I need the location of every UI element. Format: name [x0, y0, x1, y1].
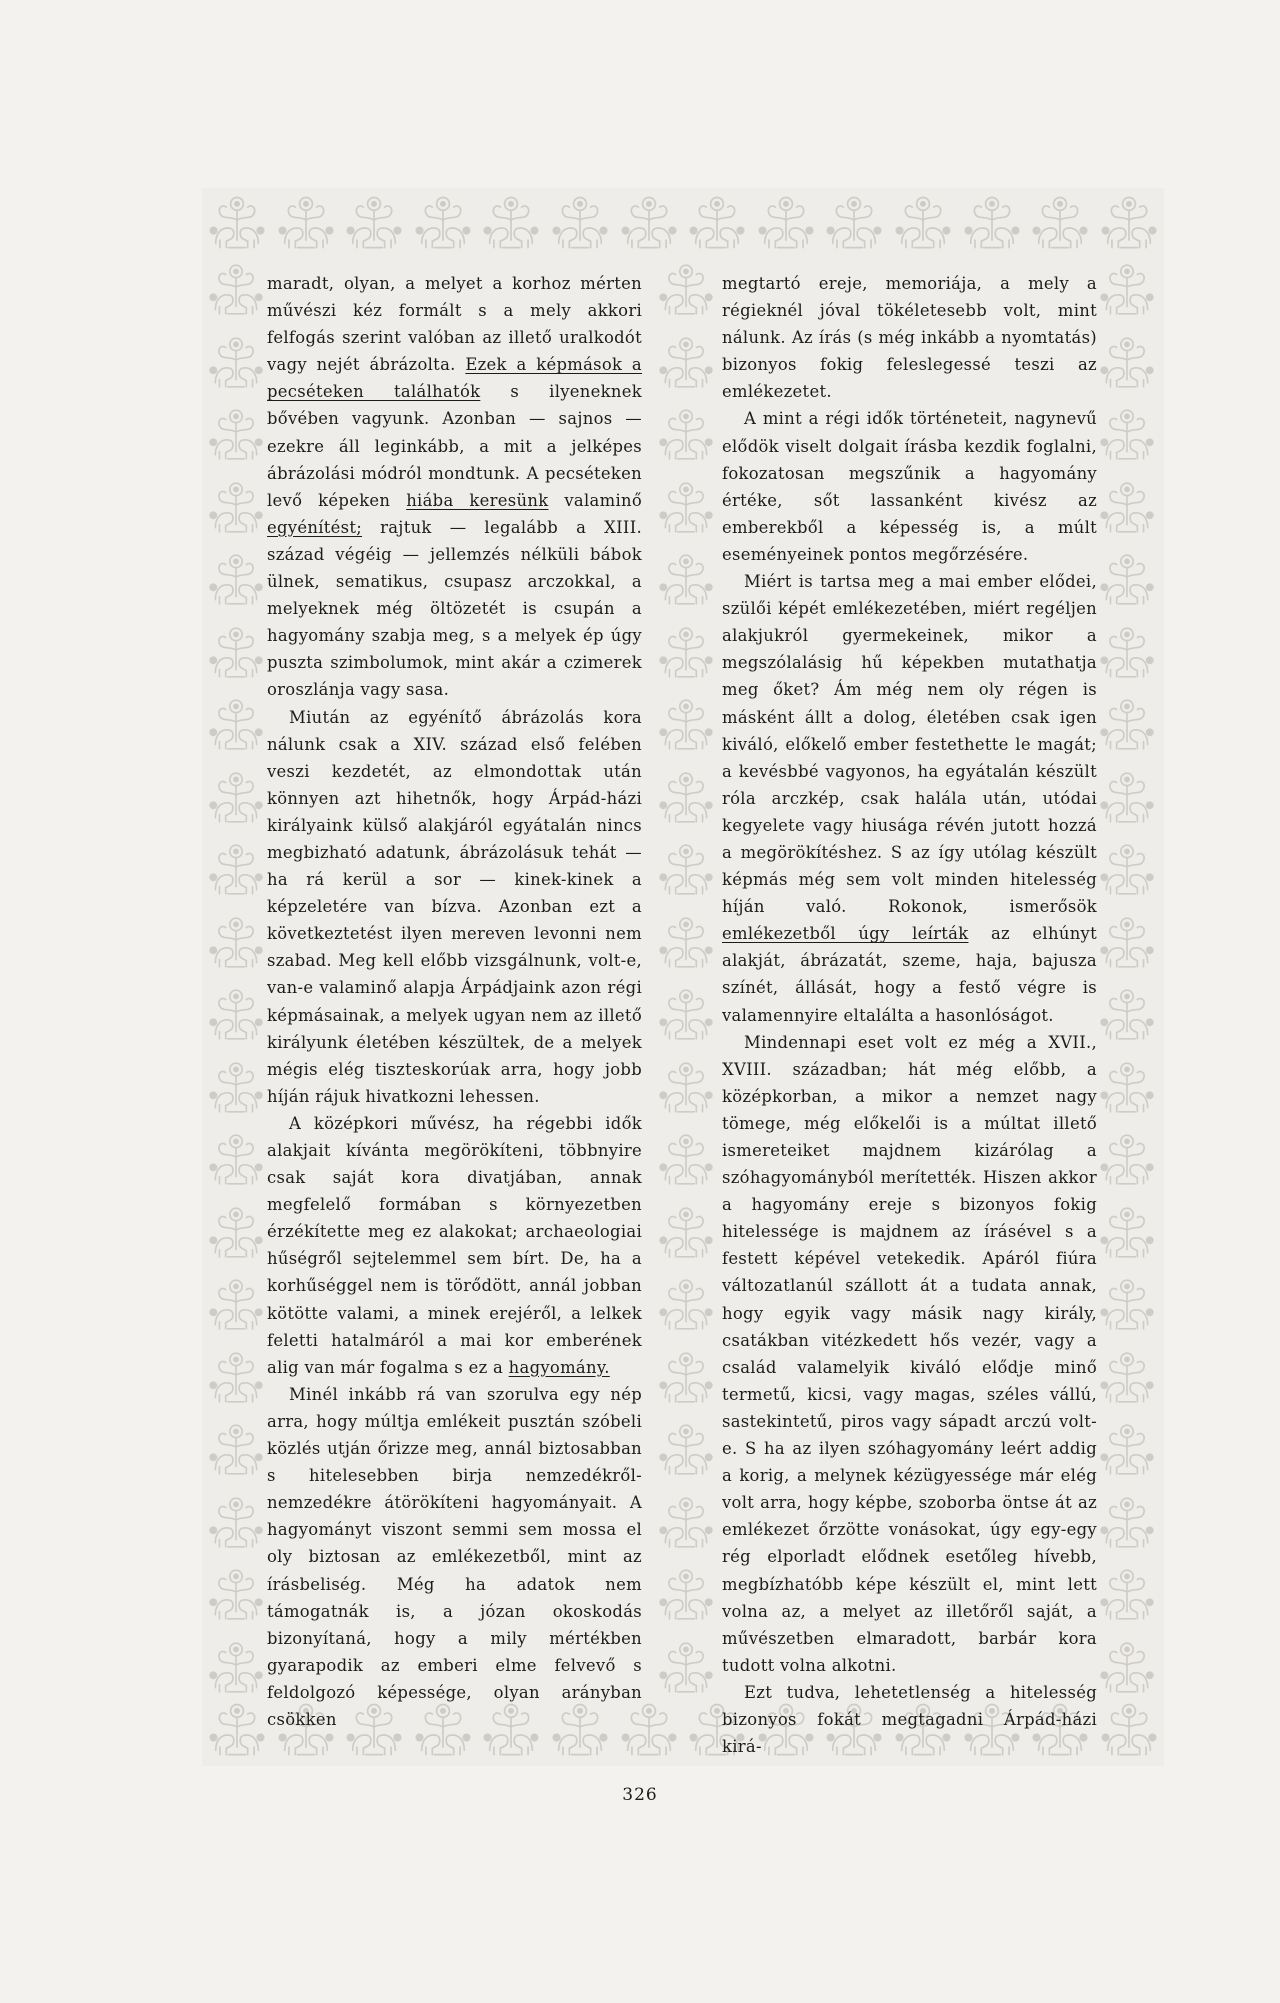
- folk-lion-motif-icon: [205, 1128, 267, 1190]
- paragraph: A mint a régi idők történeteit, nagynevű elődök viselt dolgait írásba kezdik foglalni, fokozatosan megszűnik a hagyomány értéke, sőt lassanként kivész az emberekből a képesség is, a múlt eseményeinek pontos megőrzésére.: [722, 409, 1097, 564]
- folk-lion-motif-icon: [411, 190, 475, 254]
- folk-lion-motif-icon: [655, 621, 717, 683]
- folk-lion-motif-icon: [1096, 476, 1158, 538]
- folk-lion-motif-icon: [1096, 1346, 1158, 1408]
- folk-lion-motif-icon: [655, 1273, 717, 1335]
- folk-lion-motif-icon: [655, 838, 717, 900]
- folk-lion-motif-icon: [205, 1636, 267, 1698]
- folk-lion-motif-icon: [655, 331, 717, 393]
- folk-lion-motif-icon: [205, 548, 267, 610]
- folk-lion-motif-icon: [205, 693, 267, 755]
- folk-lion-motif-icon: [655, 1128, 717, 1190]
- folk-lion-motif-icon: [205, 1697, 269, 1761]
- folk-lion-motif-icon: [1096, 403, 1158, 465]
- right-text-column: [722, 270, 1097, 1760]
- folk-lion-motif-icon: [754, 190, 818, 254]
- paragraph: maradt, olyan, a melyet a korhoz mérten művészi kéz formált s a mely akkori felfogás szerint valóban az illető uralkodót vagy nejét ábrázolta. Ezek a képmások a pecséteken találhatók s ilyeneknek bővében vagyunk. Azonban — sajnos — ezekre áll leginkább, a mit a jelképes ábrázolási módról mondtunk. A pecséteken levő képeken hiába keresünk valaminő egyénítést; rajtuk — legalább a XIII. század végéig — jellemzés nélküli bábok ülnek, sematikus, csupasz arczokkal, a melyeknek még öltözetét is csupán a hagyomány szabja meg, s a melyek ép úgy puszta szimbolumok, mint akár a czimerek oroszlánja vagy sasa.: [267, 274, 643, 700]
- folk-lion-motif-icon: [1096, 621, 1158, 683]
- paragraph: megtartó ereje, memoriája, a mely a régieknél jóval tökéletesebb volt, mint nálunk. Az írás (s még inkább a nyomtatás) bizonyos fokig feleslegessé teszi az emlékezetet.: [722, 274, 1097, 402]
- folk-lion-motif-icon: [205, 911, 267, 973]
- folk-lion-motif-icon: [1096, 1273, 1158, 1335]
- folk-lion-motif-icon: [655, 403, 717, 465]
- folk-lion-motif-icon: [891, 190, 955, 254]
- folk-lion-motif-icon: [655, 693, 717, 755]
- folk-lion-motif-icon: [822, 190, 886, 254]
- paragraph: Minél inkább rá van szorulva egy nép arra, hogy múltja emlékeit pusztán szóbeli közlés utján őrizze meg, annál biztosabban s hitelesebben birja nemzedékről-nemzedékre átörökíteni hagyományait. A hagyományt viszont semmi sem mossa el oly biztosan az emlékezetből, mint az írásbeliség. Még ha adatok nem támogatnák is, a józan okoskodás bizonyítaná, hogy a mily mértékben gyarapodik az emberi elme felvevő s feldolgozó képessége, olyan arányban csökken: [267, 1384, 642, 1729]
- left-text-column: [267, 270, 642, 1733]
- folk-lion-motif-icon: [685, 190, 749, 254]
- underlined-phrase: hagyomány.: [508, 1357, 610, 1377]
- folk-lion-motif-icon: [1096, 693, 1158, 755]
- folk-lion-motif-icon: [655, 1491, 717, 1553]
- paragraph: Ezt tudva, lehetetlenség a hitelesség bizonyos fokát megtagadni Árpád-házi kirá-: [722, 1682, 1097, 1757]
- folk-lion-motif-icon: [479, 190, 543, 254]
- ornament-border-middle: [655, 258, 721, 1698]
- folk-lion-motif-icon: [205, 190, 269, 254]
- folk-lion-motif-icon: [655, 1418, 717, 1480]
- folk-lion-motif-icon: [1096, 258, 1158, 320]
- underlined-phrase: Ezek a képmások a pecséteken találhatók: [267, 355, 643, 402]
- folk-lion-motif-icon: [205, 621, 267, 683]
- folk-lion-motif-icon: [205, 1201, 267, 1263]
- folk-lion-motif-icon: [1097, 190, 1161, 254]
- folk-lion-motif-icon: [1096, 983, 1158, 1045]
- ornament-border-left: [205, 258, 271, 1698]
- folk-lion-motif-icon: [205, 1346, 267, 1408]
- folk-lion-motif-icon: [205, 1563, 267, 1625]
- folk-lion-motif-icon: [655, 766, 717, 828]
- folk-lion-motif-icon: [205, 403, 267, 465]
- folk-lion-motif-icon: [205, 1056, 267, 1118]
- folk-lion-motif-icon: [655, 1563, 717, 1625]
- underlined-phrase: egyénítést;: [267, 517, 363, 537]
- folk-lion-motif-icon: [655, 1346, 717, 1408]
- folk-lion-motif-icon: [960, 190, 1024, 254]
- folk-lion-motif-icon: [655, 911, 717, 973]
- ornament-border-right: [1096, 258, 1162, 1698]
- folk-lion-motif-icon: [1096, 911, 1158, 973]
- folk-lion-motif-icon: [1096, 1491, 1158, 1553]
- folk-lion-motif-icon: [205, 983, 267, 1045]
- folk-lion-motif-icon: [655, 1056, 717, 1118]
- paragraph: Miután az egyénítő ábrázolás kora nálunk csak a XIV. század első felében veszi kezdetét, az elmondottak után könnyen azt hihetnők, hogy Árpád-házi királyaink külső alakjáról egyátalán nincs megbizható adatunk, ábrázolásuk tehát — ha rá kerül a sor — kinek-kinek a képzeletére van bízva. Azonban ezt a következtetést ilyen mereven levonni nem szabad. Meg kell előbb vizsgálnunk, volt-e, van-e valaminő alapja Árpádjaink azon régi képmásainak, a melyek ugyan nem az illető királyunk életében készültek, de a melyek mégis elég tiszteskorúak arra, hogy jobb híján rájuk hivatkozni lehessen.: [267, 707, 642, 1106]
- folk-lion-motif-icon: [274, 190, 338, 254]
- page-number: 326: [622, 1785, 658, 1805]
- paragraph: Miért is tartsa meg a mai ember elődei, szülői képét emlékezetében, miért regéljen alakjukról gyermekeinek, mikor a megszólalásig hű képekben mutathatja meg őket? Ám még nem oly régen is másként állt a dolog, életében csak igen kiváló, előkelő ember festethette le magát; a kevésbbé vagyonos, ha egyátalán készült róla arczkép, csak halála után, utódai kegyelete vagy hiusága révén jutott hozzá a megörökítéshez. S az így utólag készült képmás még sem volt minden hitelesség híján való. Rokonok, ismerősök emlékezetből úgy leírták az elhúnyt alakját, ábrázatát, szeme, haja, bajusza színét, állását, hogy a festő végre is valamennyire eltalálta a hasonlóságot.: [722, 572, 1097, 1025]
- folk-lion-motif-icon: [655, 1201, 717, 1263]
- folk-lion-motif-icon: [1096, 1563, 1158, 1625]
- folk-lion-motif-icon: [205, 838, 267, 900]
- folk-lion-motif-icon: [1096, 838, 1158, 900]
- folk-lion-motif-icon: [655, 476, 717, 538]
- folk-lion-motif-icon: [342, 190, 406, 254]
- folk-lion-motif-icon: [1096, 1128, 1158, 1190]
- folk-lion-motif-icon: [1096, 1636, 1158, 1698]
- folk-lion-motif-icon: [655, 258, 717, 320]
- underlined-phrase: emlékezetből úgy leírták: [722, 924, 969, 944]
- folk-lion-motif-icon: [205, 1491, 267, 1553]
- ornament-border-top: [205, 190, 1161, 258]
- folk-lion-motif-icon: [205, 1418, 267, 1480]
- folk-lion-motif-icon: [1096, 1056, 1158, 1118]
- folk-lion-motif-icon: [1096, 1418, 1158, 1480]
- folk-lion-motif-icon: [655, 983, 717, 1045]
- paragraph: A középkori művész, ha régebbi idők alakjait kívánta megörökíteni, többnyire csak saját kora divatjában, annak megfelelő formában s környezetben érzékítette meg ez alakokat; archaeologiai hűségről sejtelemmel sem bírt. De, ha a korhűséggel nem is törődött, annál jobban kötötte valami, a minek erejéről, a lelkek feletti hatalmáról a mai kor emberének alig van már fogalma s ez a hagyomány.: [267, 1113, 642, 1377]
- folk-lion-motif-icon: [205, 766, 267, 828]
- folk-lion-motif-icon: [205, 331, 267, 393]
- folk-lion-motif-icon: [548, 190, 612, 254]
- folk-lion-motif-icon: [617, 190, 681, 254]
- folk-lion-motif-icon: [655, 1636, 717, 1698]
- folk-lion-motif-icon: [655, 548, 717, 610]
- folk-lion-motif-icon: [1096, 331, 1158, 393]
- folk-lion-motif-icon: [1096, 1201, 1158, 1263]
- folk-lion-motif-icon: [205, 258, 267, 320]
- folk-lion-motif-icon: [1097, 1697, 1161, 1761]
- folk-lion-motif-icon: [205, 476, 267, 538]
- folk-lion-motif-icon: [205, 1273, 267, 1335]
- folk-lion-motif-icon: [1096, 766, 1158, 828]
- folk-lion-motif-icon: [1028, 190, 1092, 254]
- paragraph: Mindennapi eset volt ez még a XVII., XVIII. században; hát még előbb, a középkorban, a mikor a nemzet nagy tömege, még előkelői is a múltat illető ismereteiket majdnem kizárólag a szóhagyományból merítették. Hiszen akkor a hagyomány ereje s bizonyos fokig hitelessége is majdnem az írásével s a festett képével vetekedik. Apáról fiúra változatlanúl szállott át a tudata annak, hogy egyik vagy másik nagy király, csatákban vitézkedett hős vezér, vagy a család valamelyik kiváló elődje minő termetű, kicsi, vagy magas, széles vállú, sastekintetű, piros vagy sápadt arczú volt-e. S ha az ilyen szóhagyomány leért addig a korig, a melynek kézügyessége már elég volt arra, hogy képbe, szoborba öntse át az emlékezet őrzötte vonásokat, úgy egy-egy rég elporladt elődnek esetőleg hívebb, megbízhatóbb képe készült el, mint lett volna az, a melyet az illetőről saját, a művészetben elmaradott, barbár kora tudott volna alkotni.: [722, 1032, 1097, 1675]
- folk-lion-motif-icon: [1096, 548, 1158, 610]
- underlined-phrase: hiába keresünk: [406, 490, 549, 510]
